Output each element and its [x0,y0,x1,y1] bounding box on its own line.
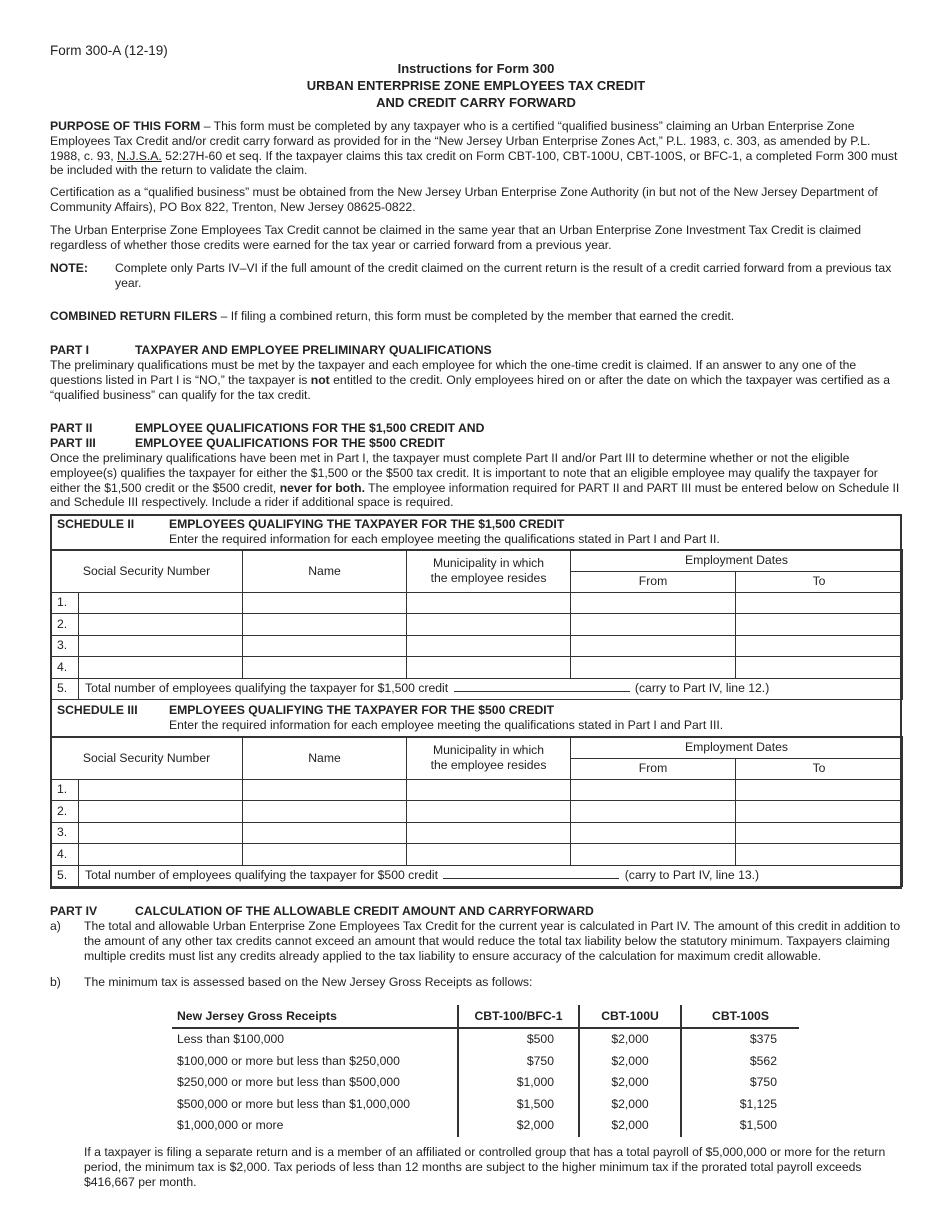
schedule3-col-name: Name [243,737,407,779]
schedule2-to-cell[interactable] [736,657,903,679]
form-id: Form 300-A (12-19) [50,43,168,58]
schedule3-municipality-cell[interactable] [407,801,571,823]
schedule2-row-1 [51,592,903,614]
schedule3-col-municipality-line-1: Municipality in which [432,743,545,758]
part4-item-a [50,919,902,963]
schedule3-from-cell[interactable] [571,801,736,823]
minimum-tax-cbt100u: $2,000 [579,1094,681,1116]
minimum-tax-col-cbt100u: CBT-100U [579,1005,681,1028]
schedule3-total-field[interactable] [443,868,619,879]
purpose-text-a: – This form must be completed by any taxpayer who is a certified “qualified business” claiming an Urban Enterprise Zone Employees Tax Credit and/or credit carry forward as provided for in the “New Jersey Urban Enterprise Zones Act,” P.L. 1983, c. 303, as amended by P.L. 1988, c. 93, [50,119,871,163]
schedule2-from-cell[interactable] [571,657,736,679]
minimum-tax-cbt100s: $375 [749,1032,777,1047]
schedule2-name-cell[interactable] [243,635,407,657]
investment-paragraph: The Urban Enterprise Zone Employees Tax Credit cannot be claimed in the same year that an Urban Enterprise Zone Investment Tax Credit is claimed regardless of whether those credits were earned for the tax year or carried forward from a previous year. [50,223,862,252]
schedule3-table [50,736,903,887]
part4-heading [50,904,902,919]
minimum-tax-table [172,1005,799,1137]
part4-item-b [50,975,902,990]
schedule2-table [50,549,903,700]
schedule3-ssn-cell[interactable] [79,779,243,801]
schedule3-name-cell[interactable] [243,801,407,823]
schedule2-to-cell[interactable] [736,635,903,657]
schedule2-from-cell[interactable] [571,614,736,636]
part2-label: PART II [50,421,93,435]
schedule2-row-3 [51,635,903,657]
schedule3-total-text: Total number of employees qualifying the taxpayer for $500 credit [85,868,438,883]
schedule2-header-row-1 [51,550,903,571]
schedule3-row-4 [51,844,903,866]
schedule2-total-number: 5. [51,678,79,700]
schedule2-to-cell[interactable] [736,592,903,614]
part1-title: TAXPAYER AND EMPLOYEE PRELIMINARY QUALIFICATIONS [135,343,492,357]
schedule2-ssn-cell[interactable] [79,592,243,614]
schedule3-from-cell[interactable] [571,822,736,844]
schedule2-name-cell[interactable] [243,592,407,614]
minimum-tax-cbt100s: $1,125 [739,1096,777,1111]
schedule3-row-number: 2. [51,801,79,823]
schedule2-total-carry: (carry to Part IV, line 12.) [634,681,770,696]
combined-text: – If filing a combined return, this form must be completed by the member that earned the credit. [217,309,735,323]
schedule2-col-to: To [736,571,903,592]
schedule3-row-number: 1. [51,779,79,801]
combined-paragraph [50,309,902,324]
minimum-tax-receipts: $100,000 or more but less than $250,000 [177,1053,400,1068]
schedule2-row-4 [51,657,903,679]
schedule2-municipality-cell[interactable] [407,592,571,614]
schedule3-row-1 [51,779,903,801]
schedule2-col-municipality-line-2: the employee resides [430,571,547,586]
title-line-1: Instructions for Form 300 [397,61,555,76]
schedule2-row-number: 2. [51,614,79,636]
minimum-tax-col-cbt100s: CBT-100S [681,1005,799,1028]
title-line-2: URBAN ENTERPRISE ZONE EMPLOYEES TAX CREDIT [306,78,646,93]
purpose-paragraph [50,119,902,178]
schedule2-from-cell[interactable] [571,592,736,614]
schedule2-municipality-cell[interactable] [407,657,571,679]
schedule2-label: SCHEDULE II [57,517,135,531]
minimum-tax-receipts: $1,000,000 or more [177,1118,284,1133]
schedule2-total-text: Total number of employees qualifying the taxpayer for $1,500 credit [85,681,449,696]
schedule3-col-municipality [407,737,571,779]
minimum-tax-cbt100: $1,500 [458,1094,579,1116]
schedule3-from-cell[interactable] [571,779,736,801]
part3-text-b: The employee information required for PART II and PART III must be entered below on Schedule II and Schedule III respectively. Include a rider if additional space is required. [50,480,900,510]
schedule3-row-3 [51,822,903,844]
schedule3-from-cell[interactable] [571,844,736,866]
note-paragraph [50,261,902,291]
minimum-tax-cbt100: $2,000 [458,1115,579,1137]
part1-paragraph [50,358,902,402]
footer-note: If a taxpayer is filing a separate return and is a member of an affiliated or controlled group that has a total payroll of $5,000,000 or more for the return period, the minimum tax is $2,000. Tax periods of less than 12 months are subject to the higher minimum tax if the prorated total payroll exceeds $416,667 per month. [84,1145,886,1189]
part1-text-a: The preliminary qualifications must be met by the taxpayer and each employee for which the one-time credit is claimed. If an answer to any one of the questions listed in Part I is “NO,” the taxpayer is [50,358,857,387]
minimum-tax-cbt100: $750 [458,1051,579,1073]
schedule2-row-2 [51,614,903,636]
part3-heading [50,436,902,451]
schedule3-row-number: 4. [51,844,79,866]
minimum-tax-receipts: Less than $100,000 [177,1032,285,1047]
part2-heading [50,421,902,436]
schedule2-col-ssn: Social Security Number [51,550,243,592]
schedule3-municipality-cell[interactable] [407,822,571,844]
schedule2-row-number: 1. [51,592,79,614]
minimum-tax-cbt100u: $2,000 [579,1115,681,1137]
minimum-tax-header-row [172,1005,799,1028]
schedule2-from-cell[interactable] [571,635,736,657]
part3-paragraph [50,451,902,510]
schedule2-header [57,517,897,547]
schedule3-name-cell[interactable] [243,779,407,801]
schedule2-ssn-cell[interactable] [79,657,243,679]
part3-bold: never for both. [279,480,366,495]
schedule3-subtitle: Enter the required information for each employee meeting the qualifications stated in Part I and Part III. [169,717,724,732]
schedule2-col-employment-dates: Employment Dates [571,550,903,571]
schedule2-row-number: 3. [51,635,79,657]
schedule2-to-cell[interactable] [736,614,903,636]
schedule3-to-cell[interactable] [736,822,903,844]
part4-a-text: The total and allowable Urban Enterprise Zone Employees Tax Credit for the current year is calculated in Part IV. The amount of this credit in addition to the amount of any other tax credits cannot exceed an amount that would reduce the total tax liability below the statutory minimum. Taxpayers claiming multiple credits must list any credits already applied to the tax liability to ensure accuracy of the calculation for maximum credit allowable. [84,919,901,963]
part4-b-label: b) [50,975,61,989]
schedule3-title: EMPLOYEES QUALIFYING THE TAXPAYER FOR THE $500 CREDIT [169,703,555,717]
schedule2-ssn-cell[interactable] [79,614,243,636]
schedule3-col-municipality-line-2: the employee resides [430,758,547,773]
schedule3-to-cell[interactable] [736,844,903,866]
part2-title: EMPLOYEE QUALIFICATIONS FOR THE $1,500 CREDIT AND [135,421,485,435]
combined-label: COMBINED RETURN FILERS [50,309,218,323]
purpose-label: PURPOSE OF THIS FORM [50,119,201,133]
schedule2-col-municipality [407,550,571,592]
schedule2-municipality-cell[interactable] [407,614,571,636]
schedule3-total-carry: (carry to Part IV, line 13.) [624,868,760,883]
part4-title: CALCULATION OF THE ALLOWABLE CREDIT AMOUNT AND CARRYFORWARD [135,904,594,918]
schedule2-col-from: From [571,571,736,592]
schedule3-to-cell[interactable] [736,801,903,823]
schedule2-name-cell[interactable] [243,657,407,679]
part3-text-a: Once the preliminary qualifications have been met in Part I, the taxpayer must complete Part II and/or Part III to determine whether or not the eligible employee(s) qualifies the taxpayer for either the $1,500 or the $500 tax credit. It is important to note that an eligible employee may qualify the taxpayer for either the $1,500 credit or the $500 credit, [50,451,878,495]
schedule3-total-number: 5. [51,865,79,887]
schedule2-subtitle: Enter the required information for each employee meeting the qualifications stated in Part I and Part II. [169,531,720,546]
njsa-ref: N.J.S.A. [117,148,162,163]
minimum-tax-cbt100: $500 [458,1028,579,1051]
schedule3-name-cell[interactable] [243,844,407,866]
minimum-tax-row [172,1115,799,1137]
part3-label: PART III [50,436,96,450]
minimum-tax-col-cbt100: CBT-100/BFC-1 [458,1005,579,1028]
schedule3-name-cell[interactable] [243,822,407,844]
note-label: NOTE: [50,261,88,275]
minimum-tax-cbt100: $1,000 [458,1072,579,1094]
schedule3-col-from: From [571,758,736,779]
minimum-tax-receipts: $500,000 or more but less than $1,000,000 [177,1096,411,1111]
schedule3-total-row [51,865,903,887]
schedule3-label: SCHEDULE III [57,703,138,717]
part4-b-text: The minimum tax is assessed based on the New Jersey Gross Receipts as follows: [84,975,533,989]
minimum-tax-receipts: $250,000 or more but less than $500,000 [177,1075,400,1090]
schedule3-col-to: To [736,758,903,779]
note-text: Complete only Parts IV–VI if the full amount of the credit claimed on the current return is the result of a credit carried forward from a previous tax year. [115,261,892,290]
minimum-tax-cbt100u: $2,000 [579,1028,681,1051]
minimum-tax-cbt100s: $1,500 [739,1118,777,1133]
minimum-tax-cbt100u: $2,000 [579,1072,681,1094]
schedule3-total-cell [79,865,903,887]
schedule3-col-ssn: Social Security Number [51,737,243,779]
schedule3-ssn-cell[interactable] [79,822,243,844]
part4-label: PART IV [50,904,98,918]
schedule2-col-name: Name [243,550,407,592]
minimum-tax-row [172,1072,799,1094]
minimum-tax-cbt100u: $2,000 [579,1051,681,1073]
title-line-3: AND CREDIT CARRY FORWARD [376,95,576,110]
minimum-tax-cbt100s: $562 [749,1053,777,1068]
schedule2-total-row [51,678,903,700]
schedule2-total-cell [79,678,903,700]
part3-title: EMPLOYEE QUALIFICATIONS FOR THE $500 CREDIT [135,436,445,450]
schedule3-row-2 [51,801,903,823]
purpose-text-b: 52:27H-60 et seq. If the taxpayer claims this tax credit on Form CBT-100, CBT-100U, CBT-100S, or BFC-1, a completed Form 300 must be included with the return to validate the claim. [50,148,898,178]
certification-paragraph: Certification as a “qualified business” must be obtained from the New Jersey Urban Enterprise Zone Authority (in but not of the New Jersey Department of Community Affairs), PO Box 822, Trenton, New Jersey 08625-0822. [50,185,878,214]
part1-heading [50,343,902,358]
schedule3-header [57,703,897,733]
minimum-tax-col-receipts: New Jersey Gross Receipts [172,1005,458,1028]
schedule3-row-number: 3. [51,822,79,844]
schedule2-municipality-cell[interactable] [407,635,571,657]
minimum-tax-row [172,1094,799,1116]
schedule3-municipality-cell[interactable] [407,779,571,801]
schedule2-title: EMPLOYEES QUALIFYING THE TAXPAYER FOR THE $1,500 CREDIT [169,517,565,531]
part1-label: PART I [50,343,90,357]
schedule3-ssn-cell[interactable] [79,801,243,823]
schedule2-name-cell[interactable] [243,614,407,636]
schedule3-municipality-cell[interactable] [407,844,571,866]
minimum-tax-cbt100s: $750 [749,1075,777,1090]
part1-text-b: entitled to the credit. Only employees hired on or after the date on which the taxpayer was certified as a “qualified business” can qualify for the tax credit. [50,372,891,402]
schedule2-ssn-cell[interactable] [79,635,243,657]
schedule2-total-field[interactable] [454,681,630,692]
schedule2-row-number: 4. [51,657,79,679]
schedule3-to-cell[interactable] [736,779,903,801]
schedule3-col-employment-dates: Employment Dates [571,737,903,758]
part1-bold: not [310,372,330,387]
schedule3-header-row-1 [51,737,903,758]
part4-a-label: a) [50,919,61,933]
minimum-tax-row [172,1051,799,1073]
schedule2-col-municipality-line-1: Municipality in which [432,556,545,571]
schedule3-ssn-cell[interactable] [79,844,243,866]
minimum-tax-row [172,1028,799,1051]
